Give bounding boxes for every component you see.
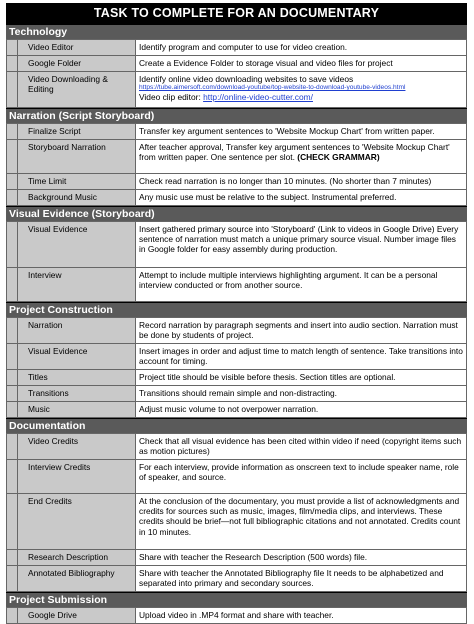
table-row xyxy=(7,56,467,72)
clip-editor-link[interactable]: http://online-video-cutter.com/ xyxy=(203,92,313,103)
row-spacer xyxy=(7,494,18,550)
row-spacer xyxy=(7,140,18,174)
table-row xyxy=(7,124,467,140)
section-table-documentation xyxy=(6,433,467,592)
table-row xyxy=(7,494,467,550)
table-row xyxy=(7,608,467,624)
table-row xyxy=(7,174,467,190)
row-description: Any music use must be relative to the subject. Instrumental preferred. xyxy=(136,190,467,206)
row-description: Record narration by paragraph segments and insert into audio section. Narration must be done by students of project. xyxy=(136,318,467,344)
row-spacer xyxy=(7,344,18,370)
row-label: Transitions xyxy=(18,386,136,402)
row-spacer xyxy=(7,386,18,402)
section-heading-documentation: Documentation xyxy=(6,418,467,433)
row-label: Background Music xyxy=(18,190,136,206)
section-heading-narration: Narration (Script Storyboard) xyxy=(6,108,467,123)
row-label: Visual Evidence xyxy=(18,344,136,370)
row-spacer xyxy=(7,608,18,624)
row-label: Time Limit xyxy=(18,174,136,190)
row-description: For each interview, provide information as onscreen text to include speaker name, role of speaker, and source. xyxy=(136,460,467,494)
row-description: Project title should be visible before thesis. Section titles are optional. xyxy=(136,370,467,386)
table-row xyxy=(7,190,467,206)
row-label: Interview Credits xyxy=(18,460,136,494)
table-row xyxy=(7,434,467,460)
row-spacer xyxy=(7,550,18,566)
section-table-visual-evidence xyxy=(6,221,467,302)
table-row xyxy=(7,566,467,592)
row-spacer xyxy=(7,56,18,72)
table-row xyxy=(7,318,467,344)
row-description: Identify program and computer to use for video creation. xyxy=(136,40,467,56)
row-label: Video Editor xyxy=(18,40,136,56)
row-label: Research Description xyxy=(18,550,136,566)
section-heading-project-submission: Project Submission xyxy=(6,592,467,607)
row-spacer xyxy=(7,434,18,460)
row-spacer xyxy=(7,190,18,206)
row-label: Music xyxy=(18,402,136,418)
row-description: Insert images in order and adjust time to match length of sentence. Take transitions into account for timing. xyxy=(136,344,467,370)
grammar-note: (CHECK GRAMMAR) xyxy=(297,152,380,163)
download-site-link[interactable]: https://tube.aimersoft.com/download-youtube/top-website-to-download-youtube-videos.html xyxy=(139,84,406,92)
table-row xyxy=(7,72,467,108)
table-row xyxy=(7,222,467,268)
table-row xyxy=(7,370,467,386)
clip-editor-line xyxy=(139,92,463,102)
row-label: Video Credits xyxy=(18,434,136,460)
row-spacer xyxy=(7,460,18,494)
row-spacer xyxy=(7,402,18,418)
row-label: Titles xyxy=(18,370,136,386)
section-table-narration xyxy=(6,123,467,206)
row-label: Storyboard Narration xyxy=(18,140,136,174)
row-description: Upload video in .MP4 format and share with teacher. xyxy=(136,608,467,624)
row-spacer xyxy=(7,318,18,344)
section-table-project-submission xyxy=(6,607,467,624)
row-label: Interview xyxy=(18,268,136,302)
row-description: Insert gathered primary source into 'Storyboard' (Link to videos in Google Drive) Every sentence of narration must match a unique primary source visual. Number image files in Google folder for easy assembly during production. xyxy=(136,222,467,268)
row-description xyxy=(136,140,467,174)
row-label: End Credits xyxy=(18,494,136,550)
table-row xyxy=(7,344,467,370)
row-spacer xyxy=(7,174,18,190)
table-row xyxy=(7,40,467,56)
clip-editor-label: Video clip editor: xyxy=(139,92,204,103)
section-table-technology xyxy=(6,39,467,108)
table-row xyxy=(7,386,467,402)
row-spacer xyxy=(7,268,18,302)
row-spacer xyxy=(7,370,18,386)
row-description: Adjust music volume to not overpower narration. xyxy=(136,402,467,418)
row-label: Google Drive xyxy=(18,608,136,624)
section-heading-project-construction: Project Construction xyxy=(6,302,467,317)
row-label: Visual Evidence xyxy=(18,222,136,268)
table-row xyxy=(7,140,467,174)
table-row xyxy=(7,268,467,302)
task-sheet xyxy=(6,3,467,624)
section-heading-visual-evidence: Visual Evidence (Storyboard) xyxy=(6,206,467,221)
table-row xyxy=(7,460,467,494)
row-spacer xyxy=(7,566,18,592)
row-description: At the conclusion of the documentary, you must provide a list of acknowledgments and credits for sources such as music, images, film/media clips, and interviews. These credits should be brief—not full bibliographic citations and not annotated. Credits count in 10 minutes. xyxy=(136,494,467,550)
row-label: Narration xyxy=(18,318,136,344)
row-description: Attempt to include multiple interviews highlighting argument. It can be a personal interview conducted or from another source. xyxy=(136,268,467,302)
row-spacer xyxy=(7,124,18,140)
row-description: Transfer key argument sentences to 'Website Mockup Chart' from written paper. xyxy=(136,124,467,140)
table-row xyxy=(7,550,467,566)
row-description: Share with teacher the Research Description (500 words) file. xyxy=(136,550,467,566)
section-heading-technology: Technology xyxy=(6,24,467,39)
row-description-text: Identify online video downloading websites to save videos xyxy=(139,74,354,84)
row-description: Share with teacher the Annotated Bibliography file It needs to be alphabetized and separated into primary and secondary sources. xyxy=(136,566,467,592)
row-description: Check read narration is no longer than 10 minutes. (No shorter than 7 minutes) xyxy=(136,174,467,190)
section-table-project-construction xyxy=(6,317,467,418)
row-description: Transitions should remain simple and non-distracting. xyxy=(136,386,467,402)
table-row xyxy=(7,402,467,418)
row-spacer xyxy=(7,72,18,108)
row-description-text: After teacher approval, Transfer key argument sentences to 'Website Mockup Chart' from written paper. One sentence per slot. xyxy=(139,142,450,163)
row-label: Video Downloading & Editing xyxy=(18,72,136,108)
row-label: Annotated Bibliography xyxy=(18,566,136,592)
row-description: Create a Evidence Folder to storage visual and video files for project xyxy=(136,56,467,72)
row-label: Finalize Script xyxy=(18,124,136,140)
row-spacer xyxy=(7,222,18,268)
row-description: Check that all visual evidence has been cited within video if need (copyright items such as motion pictures) xyxy=(136,434,467,460)
page-title: TASK TO COMPLETE FOR AN DOCUMENTARY xyxy=(6,3,467,24)
row-label: Google Folder xyxy=(18,56,136,72)
row-description xyxy=(136,72,467,108)
row-spacer xyxy=(7,40,18,56)
